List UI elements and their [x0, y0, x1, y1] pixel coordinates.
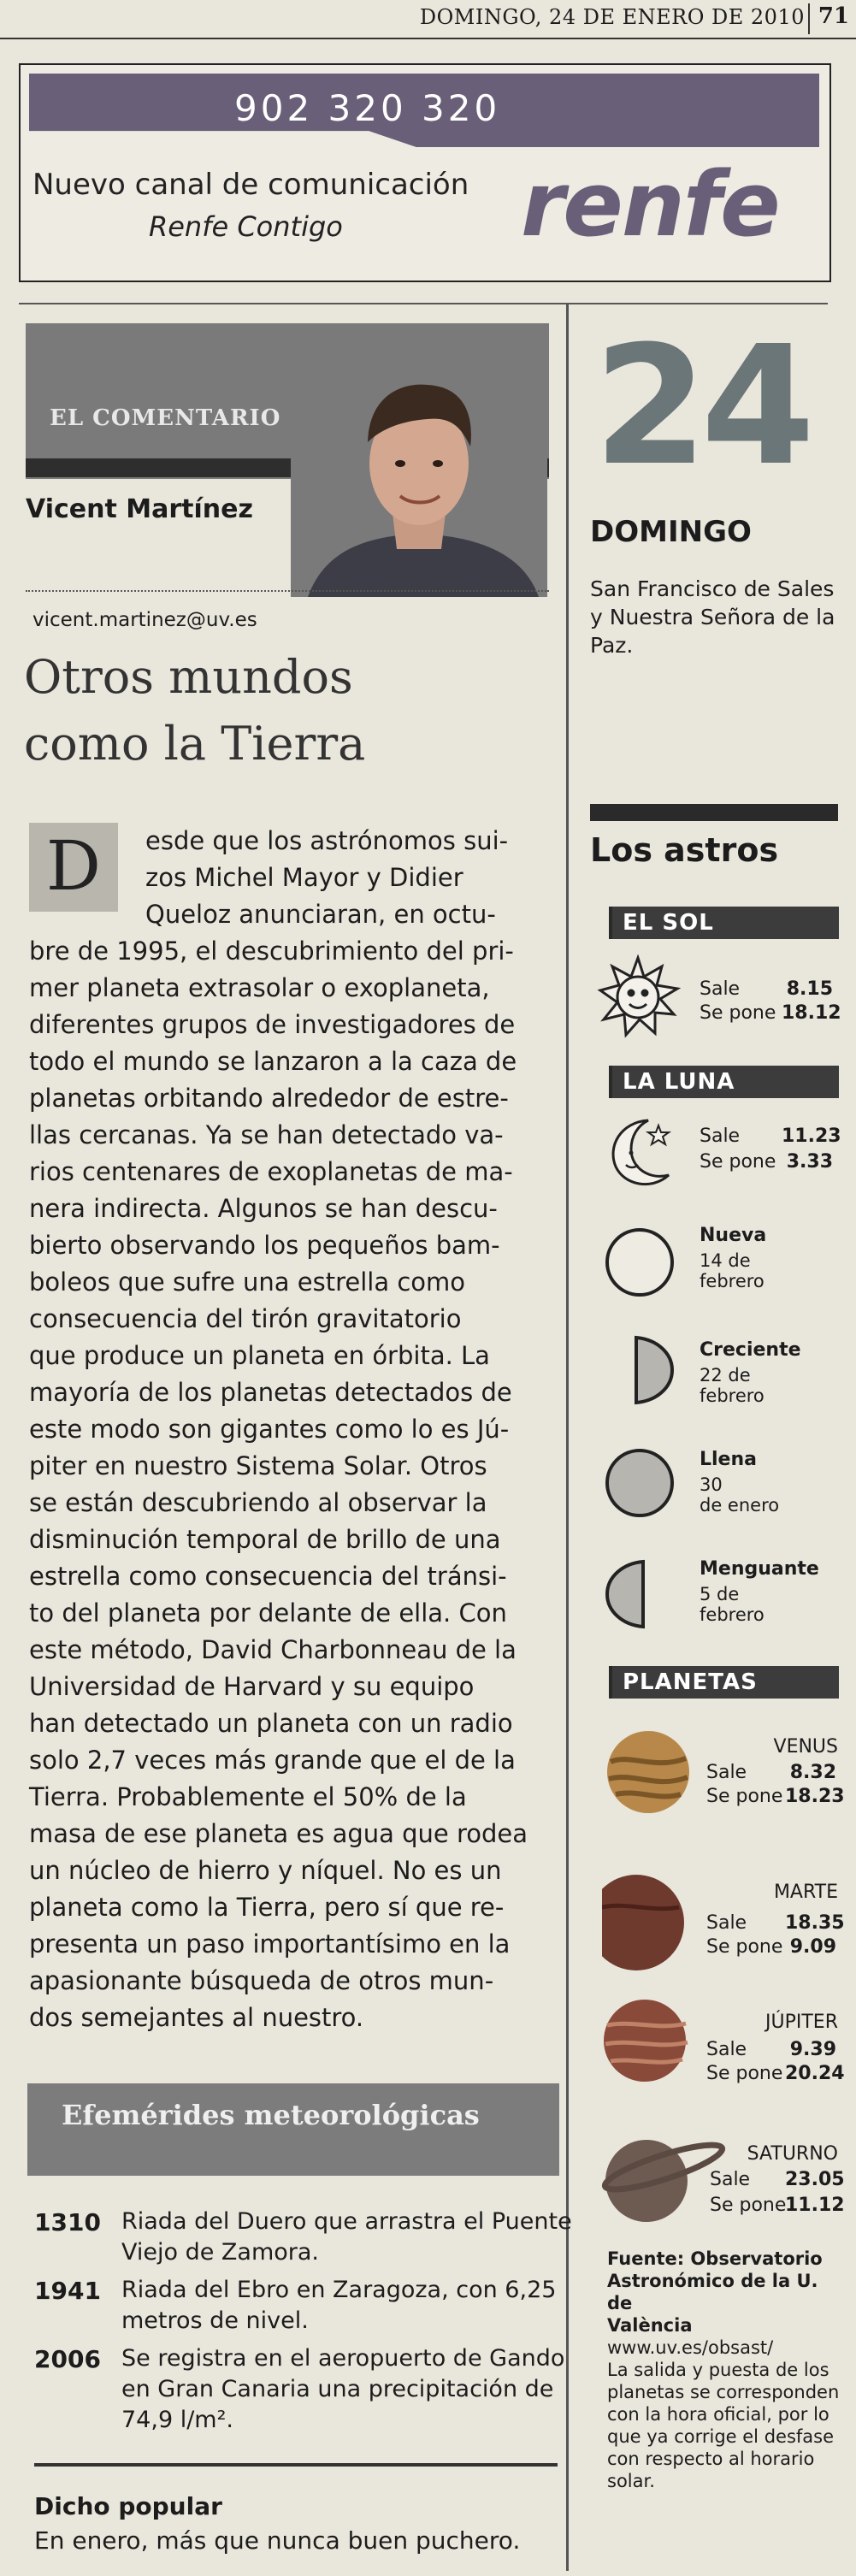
renfe-advertisement: [19, 63, 831, 282]
efemeride-text: 74,9 l/m².: [121, 2407, 234, 2433]
planet-set-label: Se pone: [706, 1786, 783, 1807]
efemeride-text: Se registra en el aeropuerto de Gando: [121, 2345, 565, 2372]
article-body-line: diferentes grupos de investigadores de: [29, 1010, 516, 1039]
planet-rise-time: 18.35: [785, 1912, 845, 1934]
article-body-line: dos semejantes al nuestro.: [29, 2003, 364, 2032]
phase-name: Menguante: [700, 1558, 819, 1580]
efemerides-header: [27, 2083, 559, 2176]
article-body-line: zos Michel Mayor y Didier: [145, 863, 463, 892]
article-body-line: llas cercanas. Ya se han detectado va-: [29, 1120, 504, 1149]
renfe-logo: renfe: [521, 152, 779, 257]
luna-set-time: 3.33: [786, 1151, 833, 1173]
source-note-line: solar.: [607, 2471, 655, 2491]
new-moon-icon: [604, 1226, 676, 1298]
saints-of-day: [590, 575, 838, 659]
article-body-line: que produce un planeta en órbita. La: [29, 1341, 490, 1370]
planet-set-time: 18.23: [785, 1786, 845, 1807]
dicho-text: En enero, más que nunca buen puchero.: [34, 2526, 521, 2555]
phase-day: 22 de: [700, 1365, 751, 1385]
phase-month: febrero: [700, 1385, 764, 1406]
article-body-line: solo 2,7 veces más grande que el de la: [29, 1746, 516, 1775]
efemeride-text: Riada del Duero que arrastra el Puente: [121, 2208, 572, 2235]
sol-label: EL SOL: [623, 910, 714, 936]
sol-rise-label: Sale: [700, 978, 741, 1000]
page-number: 71: [808, 3, 849, 34]
planet-name: VENUS: [773, 1736, 838, 1758]
saints-line: Paz.: [590, 633, 634, 658]
saints-line: y Nuestra Señora de la: [590, 605, 835, 629]
sol-set-label: Se pone: [700, 1002, 776, 1024]
article-body-line: masa de ese planeta es agua que rodea: [29, 1819, 528, 1848]
article-body-line: Tierra. Probablemente el 50% de la: [29, 1782, 467, 1811]
source-title: [607, 2248, 840, 2337]
efemeride-text: Viejo de Zamora.: [121, 2239, 320, 2266]
drop-cap-box: [29, 823, 118, 912]
day-name: DOMINGO: [590, 515, 752, 549]
planet-name: SATURNO: [747, 2143, 838, 2165]
header-date: DOMINGO, 24 DE ENERO DE 2010: [419, 5, 805, 29]
author-name: Vicent Martínez: [26, 494, 253, 524]
phase-name: Llena: [700, 1449, 757, 1470]
page-header: [0, 0, 856, 39]
source-note-line: La salida y puesta de los: [607, 2360, 829, 2380]
article-body-line: nera indirecta. Algunos se han descu-: [29, 1194, 498, 1223]
full-moon-icon: [604, 1447, 676, 1519]
ad-tagline: Nuevo canal de comunicación: [32, 168, 469, 202]
sol-set-time: 18.12: [782, 1002, 841, 1024]
phase-month: febrero: [700, 1604, 764, 1625]
efemeride-year: 2006: [34, 2345, 101, 2373]
planet-set-label: Se pone: [706, 1936, 783, 1958]
planet-set-label: Se pone: [706, 2063, 783, 2084]
efemeride-year: 1941: [34, 2277, 101, 2305]
ad-phone-number: 902 320 320: [234, 87, 501, 129]
planet-rise-time: 23.05: [785, 2169, 845, 2190]
article-body-line: piter en nuestro Sistema Solar. Otros: [29, 1451, 487, 1480]
article-body-line: estrella como consecuencia del tránsi-: [29, 1562, 507, 1591]
article-body-line: han detectado un planeta con un radio: [29, 1709, 513, 1738]
planet-name: JÚPITER: [765, 2012, 838, 2033]
section-rule: [19, 303, 828, 304]
source-note-line: que ya corrige el desfase: [607, 2426, 835, 2447]
article-body-line: Universidad de Harvard y su equipo: [29, 1672, 475, 1701]
phase-day: 5 de: [700, 1584, 740, 1604]
planetas-section-bar: [609, 1666, 839, 1699]
jupiter-icon: [604, 1996, 689, 2085]
article-body-line: rios centenares de exoplanetas de ma-: [29, 1157, 513, 1186]
source-title-line: Fuente: Observatorio: [607, 2248, 823, 2269]
day-number: 24: [593, 311, 809, 502]
dotted-divider: [26, 590, 549, 592]
source-title-line: Astronómico de la U. de: [607, 2271, 818, 2313]
planetas-label: PLANETAS: [623, 1669, 758, 1695]
source-url: www.uv.es/obsast/: [607, 2337, 774, 2358]
article-body-line: presenta un paso importantísimo en la: [29, 1929, 511, 1959]
planet-set-label: Se pone: [710, 2195, 787, 2216]
luna-rise-time: 11.23: [782, 1126, 841, 1147]
article-body-line: planetas orbitando alrededor de estre-: [29, 1084, 509, 1113]
article-body-line: apasionante búsqueda de otros mun-: [29, 1966, 494, 1995]
phase-month: febrero: [700, 1271, 764, 1291]
efemeride-text: en Gran Canaria una precipitación de: [121, 2376, 554, 2402]
article-body-line: bierto observando los pequeños bam-: [29, 1231, 500, 1260]
phase-name: Nueva: [700, 1225, 767, 1246]
phase-name: Creciente: [700, 1339, 801, 1361]
planet-rise-label: Sale: [710, 2169, 751, 2190]
phase-month: de enero: [700, 1495, 780, 1515]
planet-set-time: 20.24: [785, 2063, 845, 2084]
planet-rise-label: Sale: [706, 2039, 747, 2060]
article-body-line: planeta como la Tierra, pero sí que re-: [29, 1893, 505, 1922]
planet-rise-time: 9.39: [789, 2039, 836, 2060]
article-body-line: este método, David Charbonneau de la: [29, 1635, 517, 1664]
luna-label: LA LUNA: [623, 1069, 735, 1095]
planet-rise-label: Sale: [706, 1912, 747, 1934]
author-photo: [291, 335, 547, 597]
article-body-line: este modo son gigantes como lo es Jú-: [29, 1415, 510, 1444]
astros-bar: [590, 804, 838, 821]
article-body-line: mer planeta extrasolar o exoplaneta,: [29, 973, 490, 1002]
dicho-title: Dicho popular: [34, 2492, 222, 2520]
article-title-line1: Otros mundos: [24, 650, 353, 704]
phase-day: 30: [700, 1474, 723, 1495]
drop-cap-letter: D: [45, 826, 102, 906]
sol-rise-time: 8.15: [786, 978, 833, 1000]
first-quarter-moon-icon: [604, 1334, 676, 1406]
article-body-line: esde que los astrónomos sui-: [145, 826, 509, 855]
planet-rise-time: 8.32: [789, 1762, 836, 1783]
planet-name: MARTE: [773, 1882, 838, 1903]
luna-set-label: Se pone: [700, 1151, 776, 1173]
article-body-line: se están descubriendo al observar la: [29, 1488, 487, 1517]
source-note-line: con la hora oficial, por lo: [607, 2404, 829, 2425]
article-body-line: todo el mundo se lanzaron a la caza de: [29, 1047, 517, 1076]
article-body-line: un núcleo de hierro y níquel. No es un: [29, 1856, 502, 1885]
source-note: [607, 2248, 840, 2492]
article-body-line: bre de 1995, el descubrimiento del pri-: [29, 936, 514, 966]
efemeride-text: Riada del Ebro en Zaragoza, con 6,25: [121, 2277, 557, 2303]
planet-set-time: 11.12: [785, 2195, 845, 2216]
planet-set-time: 9.09: [789, 1936, 836, 1958]
article-body-line: consecuencia del tirón gravitatorio: [29, 1304, 462, 1333]
source-title-line: València: [607, 2315, 693, 2336]
phase-day: 14 de: [700, 1250, 751, 1271]
planet-rise-label: Sale: [706, 1762, 747, 1783]
source-note-line: con respecto al horario: [607, 2449, 815, 2469]
article-body-line: to del planeta por delante de ella. Con: [29, 1598, 507, 1628]
last-quarter-moon-icon: [604, 1558, 676, 1630]
luna-section-bar: [609, 1066, 839, 1098]
astros-title: Los astros: [590, 831, 779, 869]
author-email: vicent.martinez@uv.es: [32, 609, 257, 631]
efemeride-text: metros de nivel.: [121, 2307, 309, 2334]
article-body-line: boleos que sufre una estrella como: [29, 1267, 465, 1297]
article-body-line: Queloz anunciaran, en octu-: [145, 900, 496, 929]
moon-face-icon: [599, 1112, 681, 1194]
efemerides-title: Efemérides meteorológicas: [62, 2099, 480, 2131]
efemeride-year: 1310: [34, 2208, 101, 2236]
sun-face-icon: [595, 954, 681, 1040]
saints-line: San Francisco de Sales: [590, 576, 835, 601]
ad-subtagline: Renfe Contigo: [149, 210, 343, 243]
dicho-rule: [34, 2463, 558, 2467]
sol-section-bar: [609, 907, 839, 939]
article-title-line2: como la Tierra: [24, 717, 366, 771]
article-body-line: mayoría de los planetas detectados de: [29, 1378, 512, 1407]
section-label: EL COMENTARIO: [50, 405, 281, 431]
article-body-line: disminución temporal de brillo de una: [29, 1525, 501, 1554]
source-note-line: planetas se corresponden: [607, 2382, 840, 2402]
luna-rise-label: Sale: [700, 1126, 741, 1147]
